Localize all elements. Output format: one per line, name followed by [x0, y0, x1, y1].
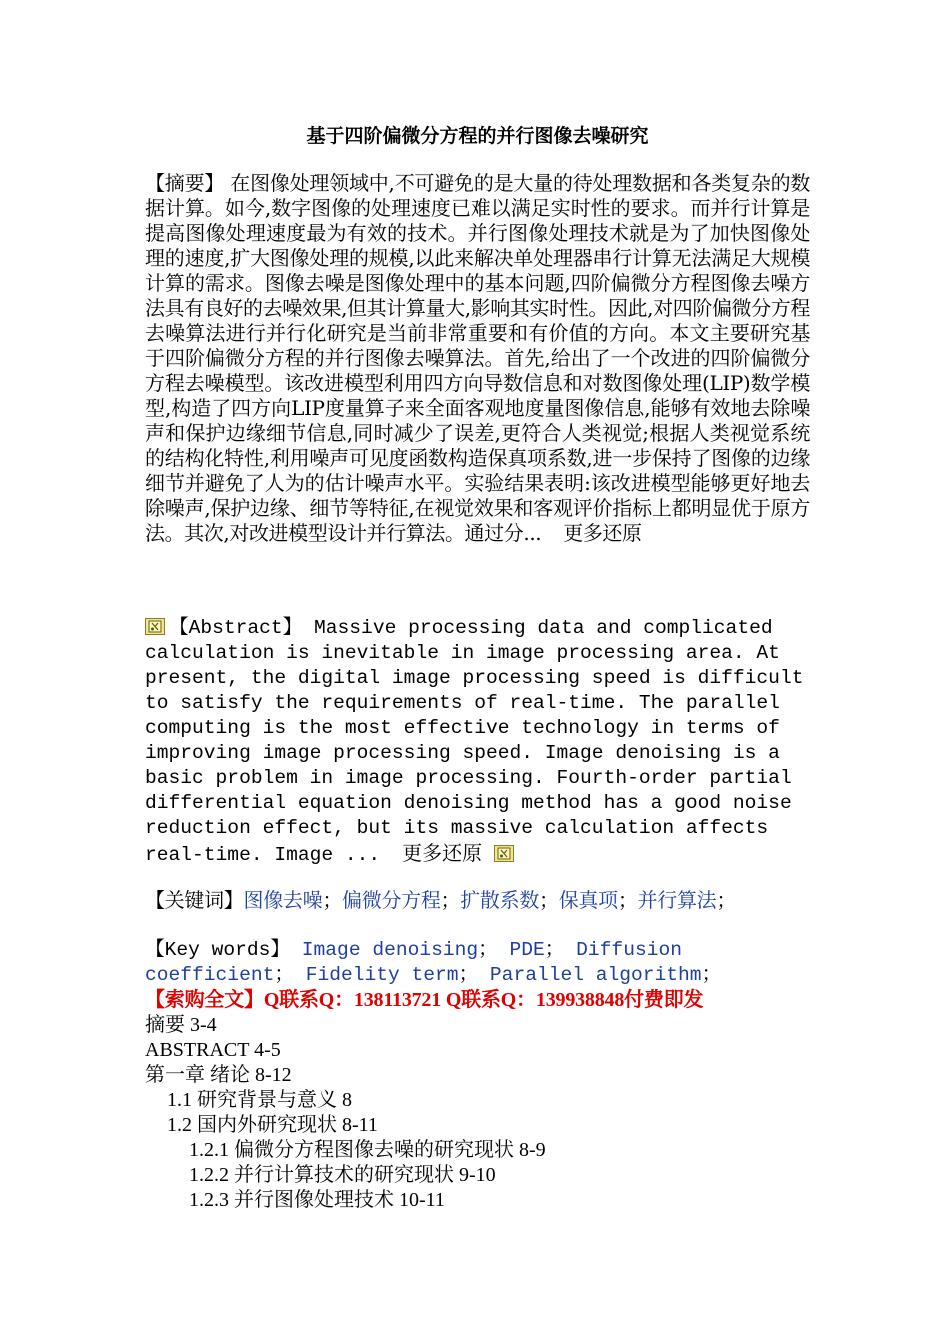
- toc-item: 1.1 研究背景与意义 8: [167, 1089, 352, 1111]
- toc-item: 第一章 绪论 8-12: [145, 1064, 292, 1086]
- more-restore-link[interactable]: 更多还原: [563, 521, 642, 545]
- keyword-link[interactable]: 偏微分方程: [342, 888, 441, 912]
- keywords-label-en: 【Key words】: [145, 939, 291, 961]
- keyword-link[interactable]: 保真项: [558, 888, 618, 912]
- translate-icon[interactable]: [145, 618, 165, 635]
- keywords-zh: 【关键词】图像去噪；偏微分方程；扩散系数；保真项；并行算法；: [145, 888, 737, 912]
- abstract-text: 在图像处理领域中,不可避免的是大量的待处理数据和各类复杂的数据计算。如今,数字图像的处理速度已难以满足实时性的要求。而并行计算是提高图像处理速度最为有效的技术。并行图像处理技术就是为了加快图像处理的速度,扩大图像处理的规模,以此来解决单处理器串行计算无法满足大规模计算的需求。图像去噪是图像处理中的基本问题,四阶偏微分方程图像去噪方法具有良好的去噪效果,但其计算量大,影响其实时性。因此,对四阶偏微分方程去噪算法进行并行化研究是当前非常重要和有价值的方向。本文主要研究基于四阶偏微分方程的并行图像去噪算法。首先,给出了一个改进的四阶偏微分方程去噪模型。该改进模型利用四方向导数信息和对数图像处理(LIP)数学模型,构造了四方向LIP度量算子来全面客观地度量图像信息,能够有效地去除噪声和保护边缘细节信息,同时减少了误差,更符合人类视觉;根据人类视觉系统的结构化特性,利用噪声可见度函数构造保真项系数,进一步保持了图像的边缘细节并避免了人为的估计噪声水平。实验结果表明:该改进模型能够更好地去除噪声,保护边缘、细节等特征,在视觉效果和客观评价指标上都明显优于原方法。其次,对改进模型设计并行算法。通过分...: [145, 171, 810, 545]
- abstract-label: 【摘要】: [145, 171, 225, 195]
- keyword-link-en[interactable]: Parallel algorithm: [489, 964, 702, 986]
- toc-item: 摘要 3-4: [145, 1014, 217, 1036]
- more-restore-link-en[interactable]: 更多还原: [402, 841, 483, 865]
- english-abstract: [145, 616, 810, 868]
- abstract-text-en: Massive processing data and complicated calculation is inevitable in image processing area. At present, the digital image processing speed is difficult to satisfy the requirements of real-time. The parallel computing is the most effective technology in terms of improving image processing speed. Image denoising is a basic problem in image processing. Fourth-order partial differential equation denoising method has a good noise reduction effect, but its massive calculation affects real-time. Image ...: [145, 617, 804, 866]
- keyword-link-en[interactable]: Image denoising: [301, 939, 479, 961]
- page-title: 基于四阶偏微分方程的并行图像去噪研究: [306, 125, 649, 147]
- keywords-en: 【Key words】 Image denoising； PDE； Diffusion coefficient； Fidelity term； Parallel algorithm；: [145, 939, 722, 986]
- toc-item: ABSTRACT 4-5: [145, 1039, 281, 1061]
- keyword-link[interactable]: 并行算法: [637, 888, 717, 912]
- keyword-link[interactable]: 扩散系数: [460, 888, 540, 912]
- chinese-abstract: [145, 171, 810, 546]
- toc-item: 1.2 国内外研究现状 8-11: [167, 1114, 378, 1136]
- abstract-label-en: 【Abstract】: [169, 617, 303, 639]
- purchase-label: 【索购全文】: [145, 989, 264, 1011]
- keywords-label: 【关键词】: [145, 888, 244, 912]
- keyword-link-en[interactable]: Fidelity term: [305, 964, 459, 986]
- translate-icon[interactable]: [494, 845, 514, 862]
- toc-item: 1.2.1 偏微分方程图像去噪的研究现状 8-9: [189, 1139, 546, 1161]
- toc-item: 1.2.2 并行计算技术的研究现状 9-10: [189, 1164, 496, 1186]
- keyword-link-en[interactable]: Diffusion coefficient: [145, 939, 682, 986]
- toc-item: 1.2.3 并行图像处理技术 10-11: [189, 1189, 445, 1211]
- purchase-contact: Q联系Q：138113721 Q联系Q：139938848付费即发: [263, 989, 704, 1011]
- table-of-contents: [145, 1013, 810, 1213]
- keyword-link[interactable]: 图像去噪: [243, 888, 323, 912]
- purchase-line: [145, 988, 825, 1013]
- keyword-link-en[interactable]: PDE: [509, 939, 545, 961]
